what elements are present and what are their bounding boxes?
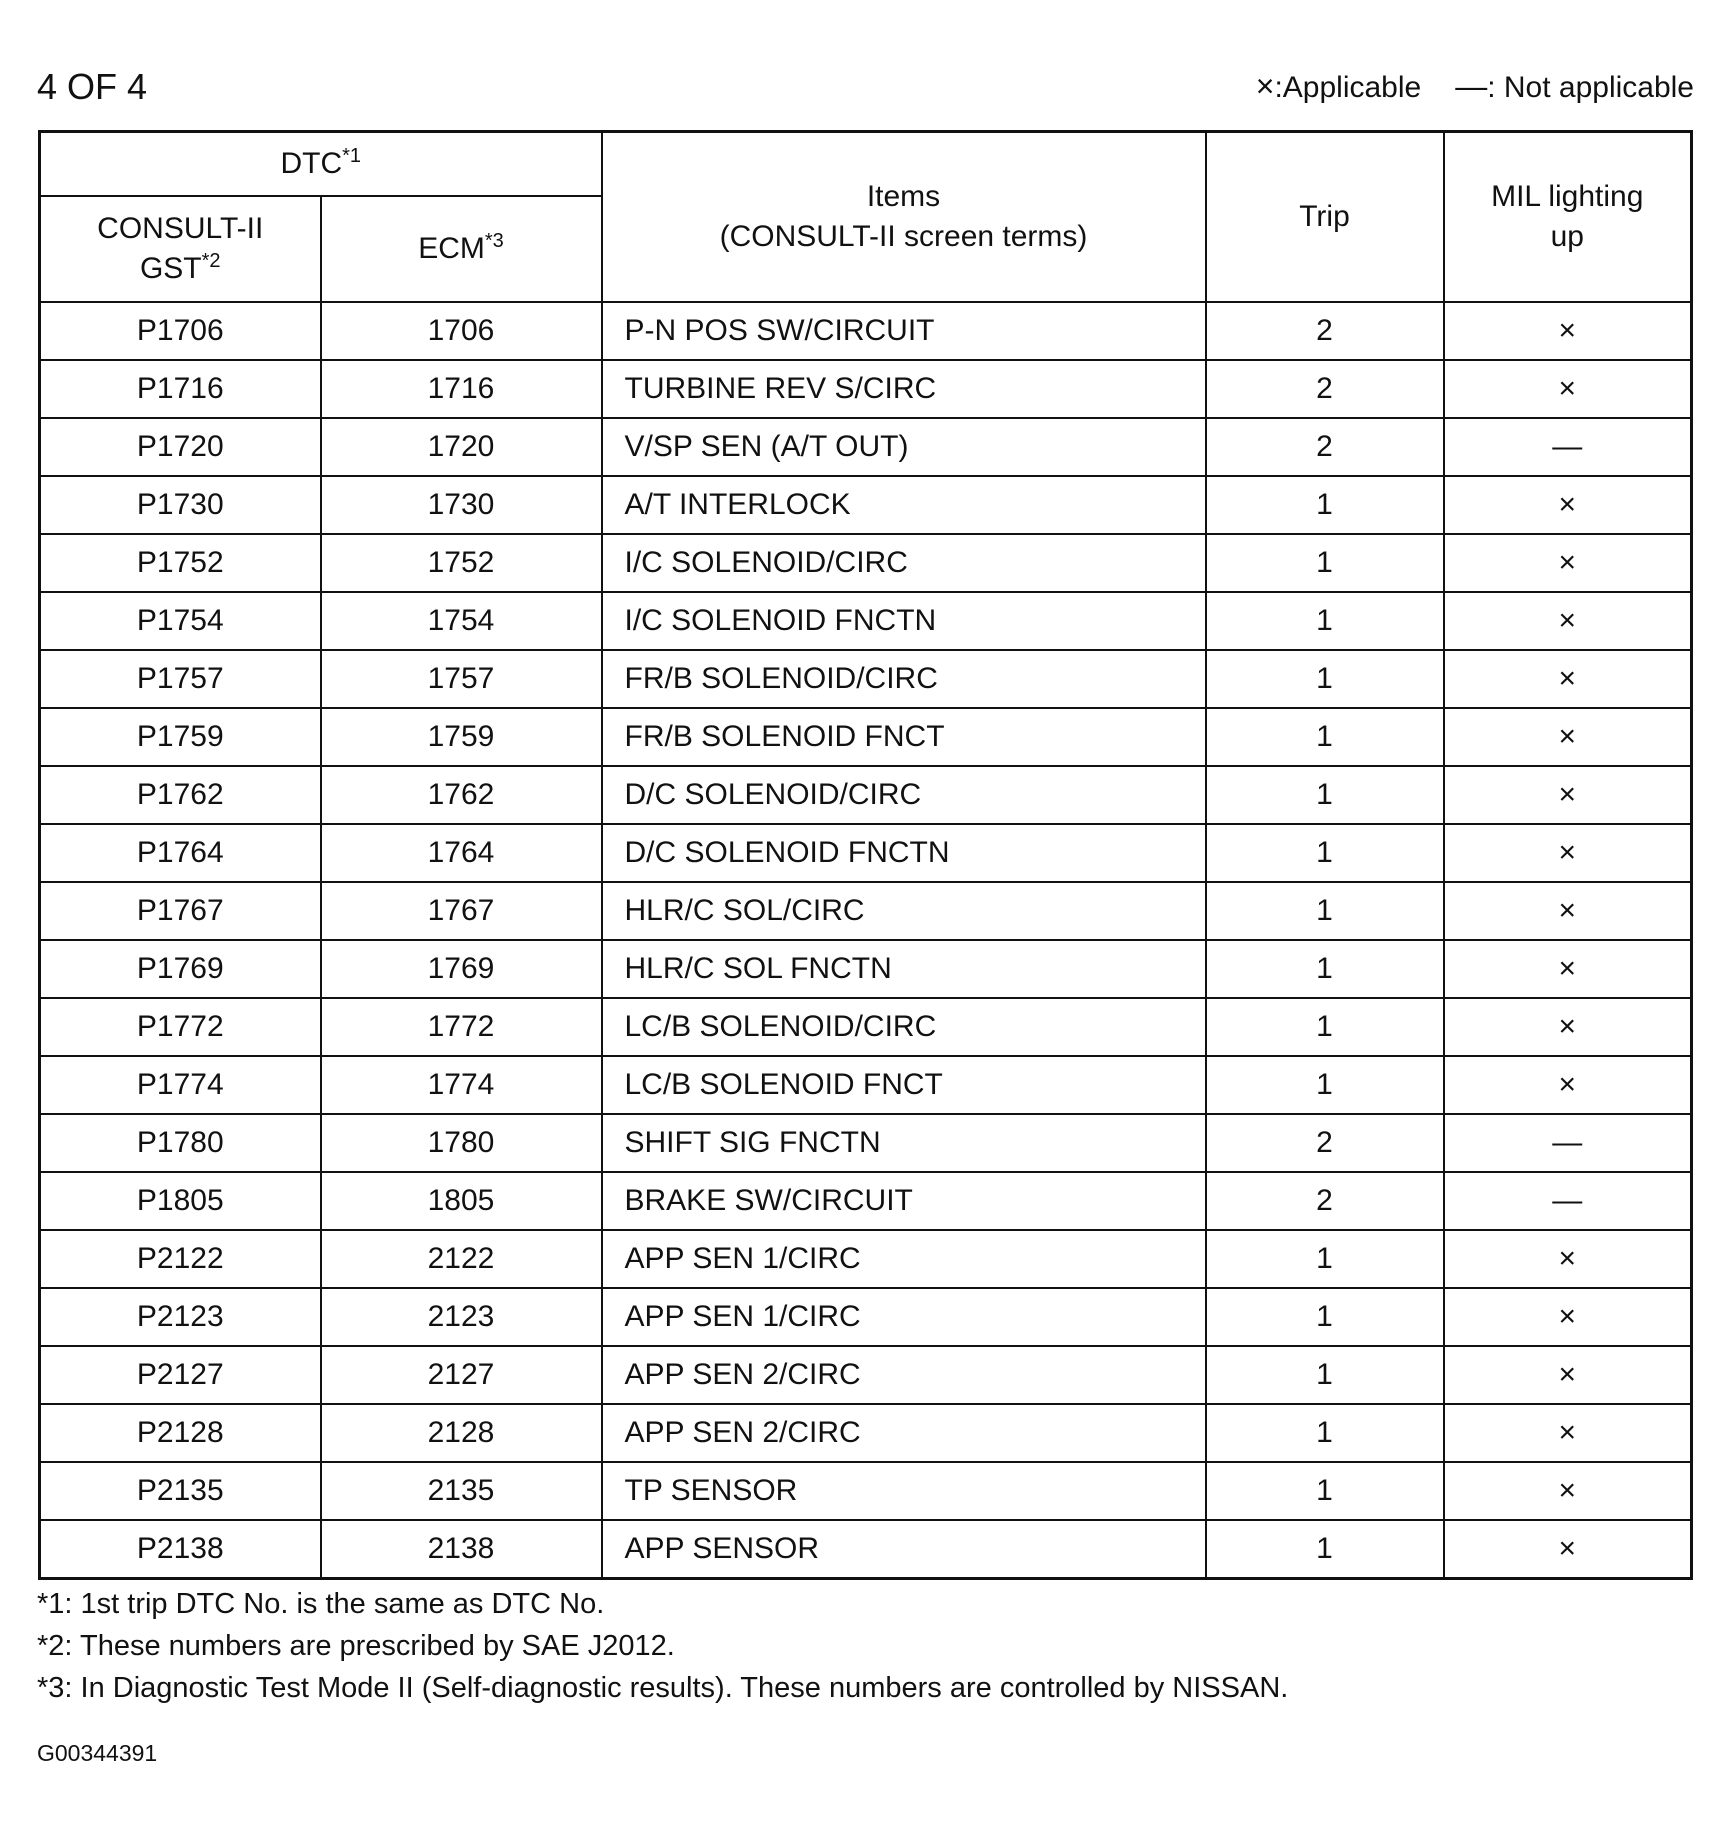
trip-cell: 1 <box>1206 1056 1444 1114</box>
ecm-code-cell: 1757 <box>321 650 602 708</box>
mil-header-line2: up <box>1550 220 1584 253</box>
not-applicable-label: : Not applicable <box>1487 71 1694 104</box>
ecm-code-cell: 1764 <box>321 824 602 882</box>
ecm-code-cell: 1754 <box>321 592 602 650</box>
trip-cell: 1 <box>1206 1346 1444 1404</box>
table-body <box>40 302 1692 1578</box>
mil-cell: × <box>1444 940 1692 998</box>
footnotes <box>37 1583 1288 1709</box>
item-cell: LC/B SOLENOID FNCT <box>602 1056 1206 1114</box>
consult-code-cell: P1805 <box>40 1172 321 1230</box>
ecm-code-cell: 2128 <box>321 1404 602 1462</box>
ecm-code-cell: 1772 <box>321 998 602 1056</box>
consult-code-cell: P1780 <box>40 1114 321 1172</box>
ecm-code-cell: 1769 <box>321 940 602 998</box>
mil-cell: × <box>1444 360 1692 418</box>
table-row <box>40 476 1692 534</box>
trip-cell: 1 <box>1206 824 1444 882</box>
trip-cell: 1 <box>1206 650 1444 708</box>
ecm-code-cell: 2138 <box>321 1520 602 1578</box>
mil-cell: × <box>1444 1346 1692 1404</box>
item-cell: BRAKE SW/CIRCUIT <box>602 1172 1206 1230</box>
ecm-header-label: ECM <box>418 232 485 265</box>
table-row <box>40 1404 1692 1462</box>
consult-code-cell: P1706 <box>40 302 321 360</box>
consult-code-cell: P1754 <box>40 592 321 650</box>
trip-cell: 1 <box>1206 940 1444 998</box>
trip-cell: 1 <box>1206 534 1444 592</box>
consult-code-cell: P1774 <box>40 1056 321 1114</box>
table-row <box>40 650 1692 708</box>
consult-code-cell: P1762 <box>40 766 321 824</box>
mil-cell: × <box>1444 766 1692 824</box>
item-cell: I/C SOLENOID FNCTN <box>602 592 1206 650</box>
table-row <box>40 1172 1692 1230</box>
dtc-header <box>40 132 602 197</box>
table-row <box>40 302 1692 360</box>
page-label: 4 OF 4 <box>37 66 148 107</box>
ecm-code-cell: 1759 <box>321 708 602 766</box>
footnote-1: *1: 1st trip DTC No. is the same as DTC No. <box>37 1588 605 1620</box>
ecm-code-cell: 1780 <box>321 1114 602 1172</box>
mil-cell: × <box>1444 1462 1692 1520</box>
items-header <box>602 132 1206 303</box>
item-cell: APP SEN 1/CIRC <box>602 1230 1206 1288</box>
table-row <box>40 534 1692 592</box>
consult-code-cell: P2122 <box>40 1230 321 1288</box>
consult-code-cell: P1769 <box>40 940 321 998</box>
table-row <box>40 1114 1692 1172</box>
trip-cell: 1 <box>1206 1404 1444 1462</box>
trip-cell: 1 <box>1206 1230 1444 1288</box>
consult-code-cell: P1757 <box>40 650 321 708</box>
dtc-header-note: *1 <box>342 145 362 167</box>
mil-cell: × <box>1444 534 1692 592</box>
ecm-code-cell: 2127 <box>321 1346 602 1404</box>
table-row <box>40 708 1692 766</box>
mil-header <box>1444 132 1692 303</box>
consult-code-cell: P2138 <box>40 1520 321 1578</box>
consult-code-cell: P1752 <box>40 534 321 592</box>
trip-cell: 1 <box>1206 882 1444 940</box>
consult-header-note: *2 <box>201 250 221 272</box>
item-cell: V/SP SEN (A/T OUT) <box>602 418 1206 476</box>
consult-header <box>40 196 321 302</box>
consult-code-cell: P2123 <box>40 1288 321 1346</box>
items-header-line2: (CONSULT-II screen terms) <box>719 220 1088 253</box>
item-cell: TURBINE REV S/CIRC <box>602 360 1206 418</box>
ecm-header <box>321 196 602 302</box>
item-cell: HLR/C SOL FNCTN <box>602 940 1206 998</box>
trip-cell: 1 <box>1206 708 1444 766</box>
ecm-code-cell: 1762 <box>321 766 602 824</box>
consult-code-cell: P1764 <box>40 824 321 882</box>
consult-code-cell: P2128 <box>40 1404 321 1462</box>
applicable-label: :Applicable <box>1274 71 1422 104</box>
table-row <box>40 418 1692 476</box>
mil-cell: × <box>1444 1288 1692 1346</box>
dtc-header-label: DTC <box>280 147 343 180</box>
trip-header: Trip <box>1206 132 1444 303</box>
mil-cell: — <box>1444 1114 1692 1172</box>
table-row <box>40 592 1692 650</box>
mil-cell: — <box>1444 1172 1692 1230</box>
mil-cell: × <box>1444 302 1692 360</box>
trip-cell: 1 <box>1206 476 1444 534</box>
item-cell: A/T INTERLOCK <box>602 476 1206 534</box>
items-header-line1: Items <box>866 180 941 213</box>
dtc-table <box>38 130 1693 1580</box>
consult-code-cell: P1772 <box>40 998 321 1056</box>
mil-cell: × <box>1444 476 1692 534</box>
footnote-3: *3: In Diagnostic Test Mode II (Self-diagnostic results). These numbers are controlled by NISSAN. <box>37 1672 1289 1704</box>
consult-code-cell: P1720 <box>40 418 321 476</box>
mil-cell: × <box>1444 708 1692 766</box>
ecm-code-cell: 1805 <box>321 1172 602 1230</box>
trip-cell: 1 <box>1206 998 1444 1056</box>
mil-cell: × <box>1444 1230 1692 1288</box>
trip-cell: 1 <box>1206 1520 1444 1578</box>
figure-id: G00344391 <box>37 1740 158 1766</box>
mil-cell: × <box>1444 824 1692 882</box>
item-cell: I/C SOLENOID/CIRC <box>602 534 1206 592</box>
mil-cell: × <box>1444 882 1692 940</box>
ecm-code-cell: 2122 <box>321 1230 602 1288</box>
ecm-code-cell: 1730 <box>321 476 602 534</box>
table-header <box>40 132 1692 303</box>
trip-cell: 1 <box>1206 1462 1444 1520</box>
consult-code-cell: P1730 <box>40 476 321 534</box>
trip-cell: 2 <box>1206 1114 1444 1172</box>
trip-cell: 2 <box>1206 360 1444 418</box>
item-cell: SHIFT SIG FNCTN <box>602 1114 1206 1172</box>
consult-code-cell: P2127 <box>40 1346 321 1404</box>
item-cell: LC/B SOLENOID/CIRC <box>602 998 1206 1056</box>
mil-cell: × <box>1444 1056 1692 1114</box>
table-row <box>40 882 1692 940</box>
ecm-code-cell: 2135 <box>321 1462 602 1520</box>
item-cell: APP SEN 2/CIRC <box>602 1404 1206 1462</box>
item-cell: APP SEN 1/CIRC <box>602 1288 1206 1346</box>
table-row <box>40 1462 1692 1520</box>
footnote-2: *2: These numbers are prescribed by SAE J2012. <box>37 1630 675 1662</box>
table-row <box>40 824 1692 882</box>
item-cell: APP SENSOR <box>602 1520 1206 1578</box>
ecm-header-note: *3 <box>484 230 504 252</box>
table-row <box>40 1346 1692 1404</box>
trip-cell: 2 <box>1206 418 1444 476</box>
ecm-code-cell: 1720 <box>321 418 602 476</box>
table-row <box>40 1520 1692 1578</box>
item-cell: P-N POS SW/CIRCUIT <box>602 302 1206 360</box>
ecm-code-cell: 2123 <box>321 1288 602 1346</box>
item-cell: HLR/C SOL/CIRC <box>602 882 1206 940</box>
consult-code-cell: P1716 <box>40 360 321 418</box>
ecm-code-cell: 1752 <box>321 534 602 592</box>
mil-cell: — <box>1444 418 1692 476</box>
table-row <box>40 940 1692 998</box>
mil-header-line1: MIL lighting <box>1491 180 1644 213</box>
trip-cell: 1 <box>1206 766 1444 824</box>
consult-code-cell: P1767 <box>40 882 321 940</box>
item-cell: TP SENSOR <box>602 1462 1206 1520</box>
item-cell: FR/B SOLENOID FNCT <box>602 708 1206 766</box>
consult-header-line2: GST <box>139 252 202 285</box>
mil-cell: × <box>1444 1520 1692 1578</box>
table-row <box>40 998 1692 1056</box>
table-row <box>40 1056 1692 1114</box>
applicable-mark: × <box>1255 68 1275 104</box>
item-cell: APP SEN 2/CIRC <box>602 1346 1206 1404</box>
table-row <box>40 766 1692 824</box>
item-cell: FR/B SOLENOID/CIRC <box>602 650 1206 708</box>
mil-cell: × <box>1444 1404 1692 1462</box>
trip-cell: 2 <box>1206 1172 1444 1230</box>
trip-cell: 1 <box>1206 1288 1444 1346</box>
trip-cell: 2 <box>1206 302 1444 360</box>
item-cell: D/C SOLENOID/CIRC <box>602 766 1206 824</box>
mil-cell: × <box>1444 998 1692 1056</box>
mil-cell: × <box>1444 650 1692 708</box>
ecm-code-cell: 1706 <box>321 302 602 360</box>
ecm-code-cell: 1774 <box>321 1056 602 1114</box>
consult-code-cell: P2135 <box>40 1462 321 1520</box>
trip-cell: 1 <box>1206 592 1444 650</box>
item-cell: D/C SOLENOID FNCTN <box>602 824 1206 882</box>
table-row <box>40 1230 1692 1288</box>
ecm-code-cell: 1767 <box>321 882 602 940</box>
table-row <box>40 360 1692 418</box>
table-row <box>40 1288 1692 1346</box>
consult-header-line1: CONSULT-II <box>97 212 264 245</box>
not-applicable-mark: — <box>1455 68 1488 104</box>
ecm-code-cell: 1716 <box>321 360 602 418</box>
mil-cell: × <box>1444 592 1692 650</box>
consult-code-cell: P1759 <box>40 708 321 766</box>
legend <box>1256 68 1694 105</box>
